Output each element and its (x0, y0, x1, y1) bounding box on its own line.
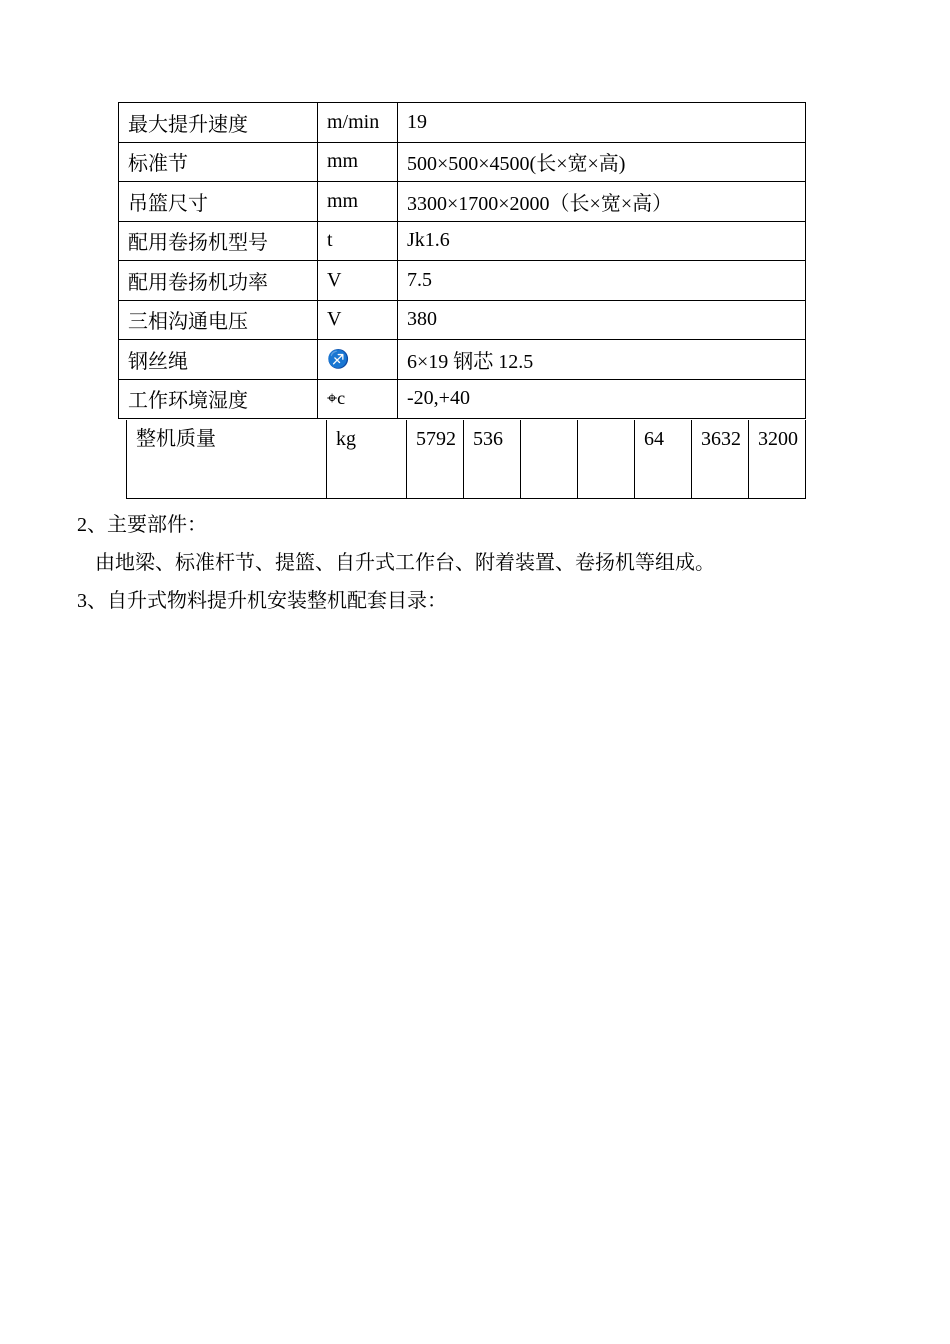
spec-unit-cell: V (318, 300, 398, 340)
spec-row (119, 142, 806, 182)
spec-name-cell: 吊篮尺寸 (119, 182, 318, 222)
mass-value (521, 420, 578, 499)
section-3-heading: 3、自升式物料提升机安装整机配套目录： (77, 590, 447, 612)
mass-value: 3200 (749, 420, 806, 499)
spec-value-cell: 380 (398, 300, 806, 340)
spec-row (119, 103, 806, 143)
mass-value: 5792 (407, 420, 464, 499)
spec-row (119, 300, 806, 340)
spec-row (119, 221, 806, 261)
spec-row (119, 182, 806, 222)
spec-unit-cell: ♐ (318, 340, 398, 380)
spec-name-cell: 三相沟通电压 (119, 300, 318, 340)
mass-unit: kg (327, 420, 407, 499)
spec-name-cell: 标准节 (119, 142, 318, 182)
mass-value (578, 420, 635, 499)
mass-row (127, 420, 806, 499)
mass-label: 整机质量 (127, 420, 327, 499)
spec-table-body (119, 103, 806, 419)
section-2-body: 由地梁、标准杆节、提篮、自升式工作台、附着装置、卷扬机等组成。 (95, 552, 715, 574)
spec-name-cell: 工作环境湿度 (119, 379, 318, 419)
spec-value-cell: 7.5 (398, 261, 806, 301)
spec-row (119, 261, 806, 301)
spec-table (118, 102, 806, 419)
mass-value: 3632 (692, 420, 749, 499)
spec-value-cell: 500×500×4500(长×宽×高) (398, 142, 806, 182)
spec-name-cell: 配用卷扬机功率 (119, 261, 318, 301)
spec-row (119, 379, 806, 419)
spec-value-cell: 3300×1700×2000（长×宽×高） (398, 182, 806, 222)
spec-name-cell: 配用卷扬机型号 (119, 221, 318, 261)
spec-value-cell: 6×19 钢芯 12.5 (398, 340, 806, 380)
spec-name-cell: 钢丝绳 (119, 340, 318, 380)
mass-value: 536 (464, 420, 521, 499)
section-2-heading: 2、主要部件： (77, 514, 207, 536)
spec-name-cell: 最大提升速度 (119, 103, 318, 143)
spec-unit-cell: mm (318, 182, 398, 222)
spec-unit-cell: t (318, 221, 398, 261)
spec-unit-cell: mm (318, 142, 398, 182)
spec-row (119, 340, 806, 380)
spec-unit-cell: V (318, 261, 398, 301)
mass-table (126, 420, 806, 499)
mass-value: 64 (635, 420, 692, 499)
spec-value-cell: Jk1.6 (398, 221, 806, 261)
spec-unit-cell: m/min (318, 103, 398, 143)
spec-unit-cell: ⌖c (318, 379, 398, 419)
spec-value-cell: -20,+40 (398, 379, 806, 419)
spec-value-cell: 19 (398, 103, 806, 143)
